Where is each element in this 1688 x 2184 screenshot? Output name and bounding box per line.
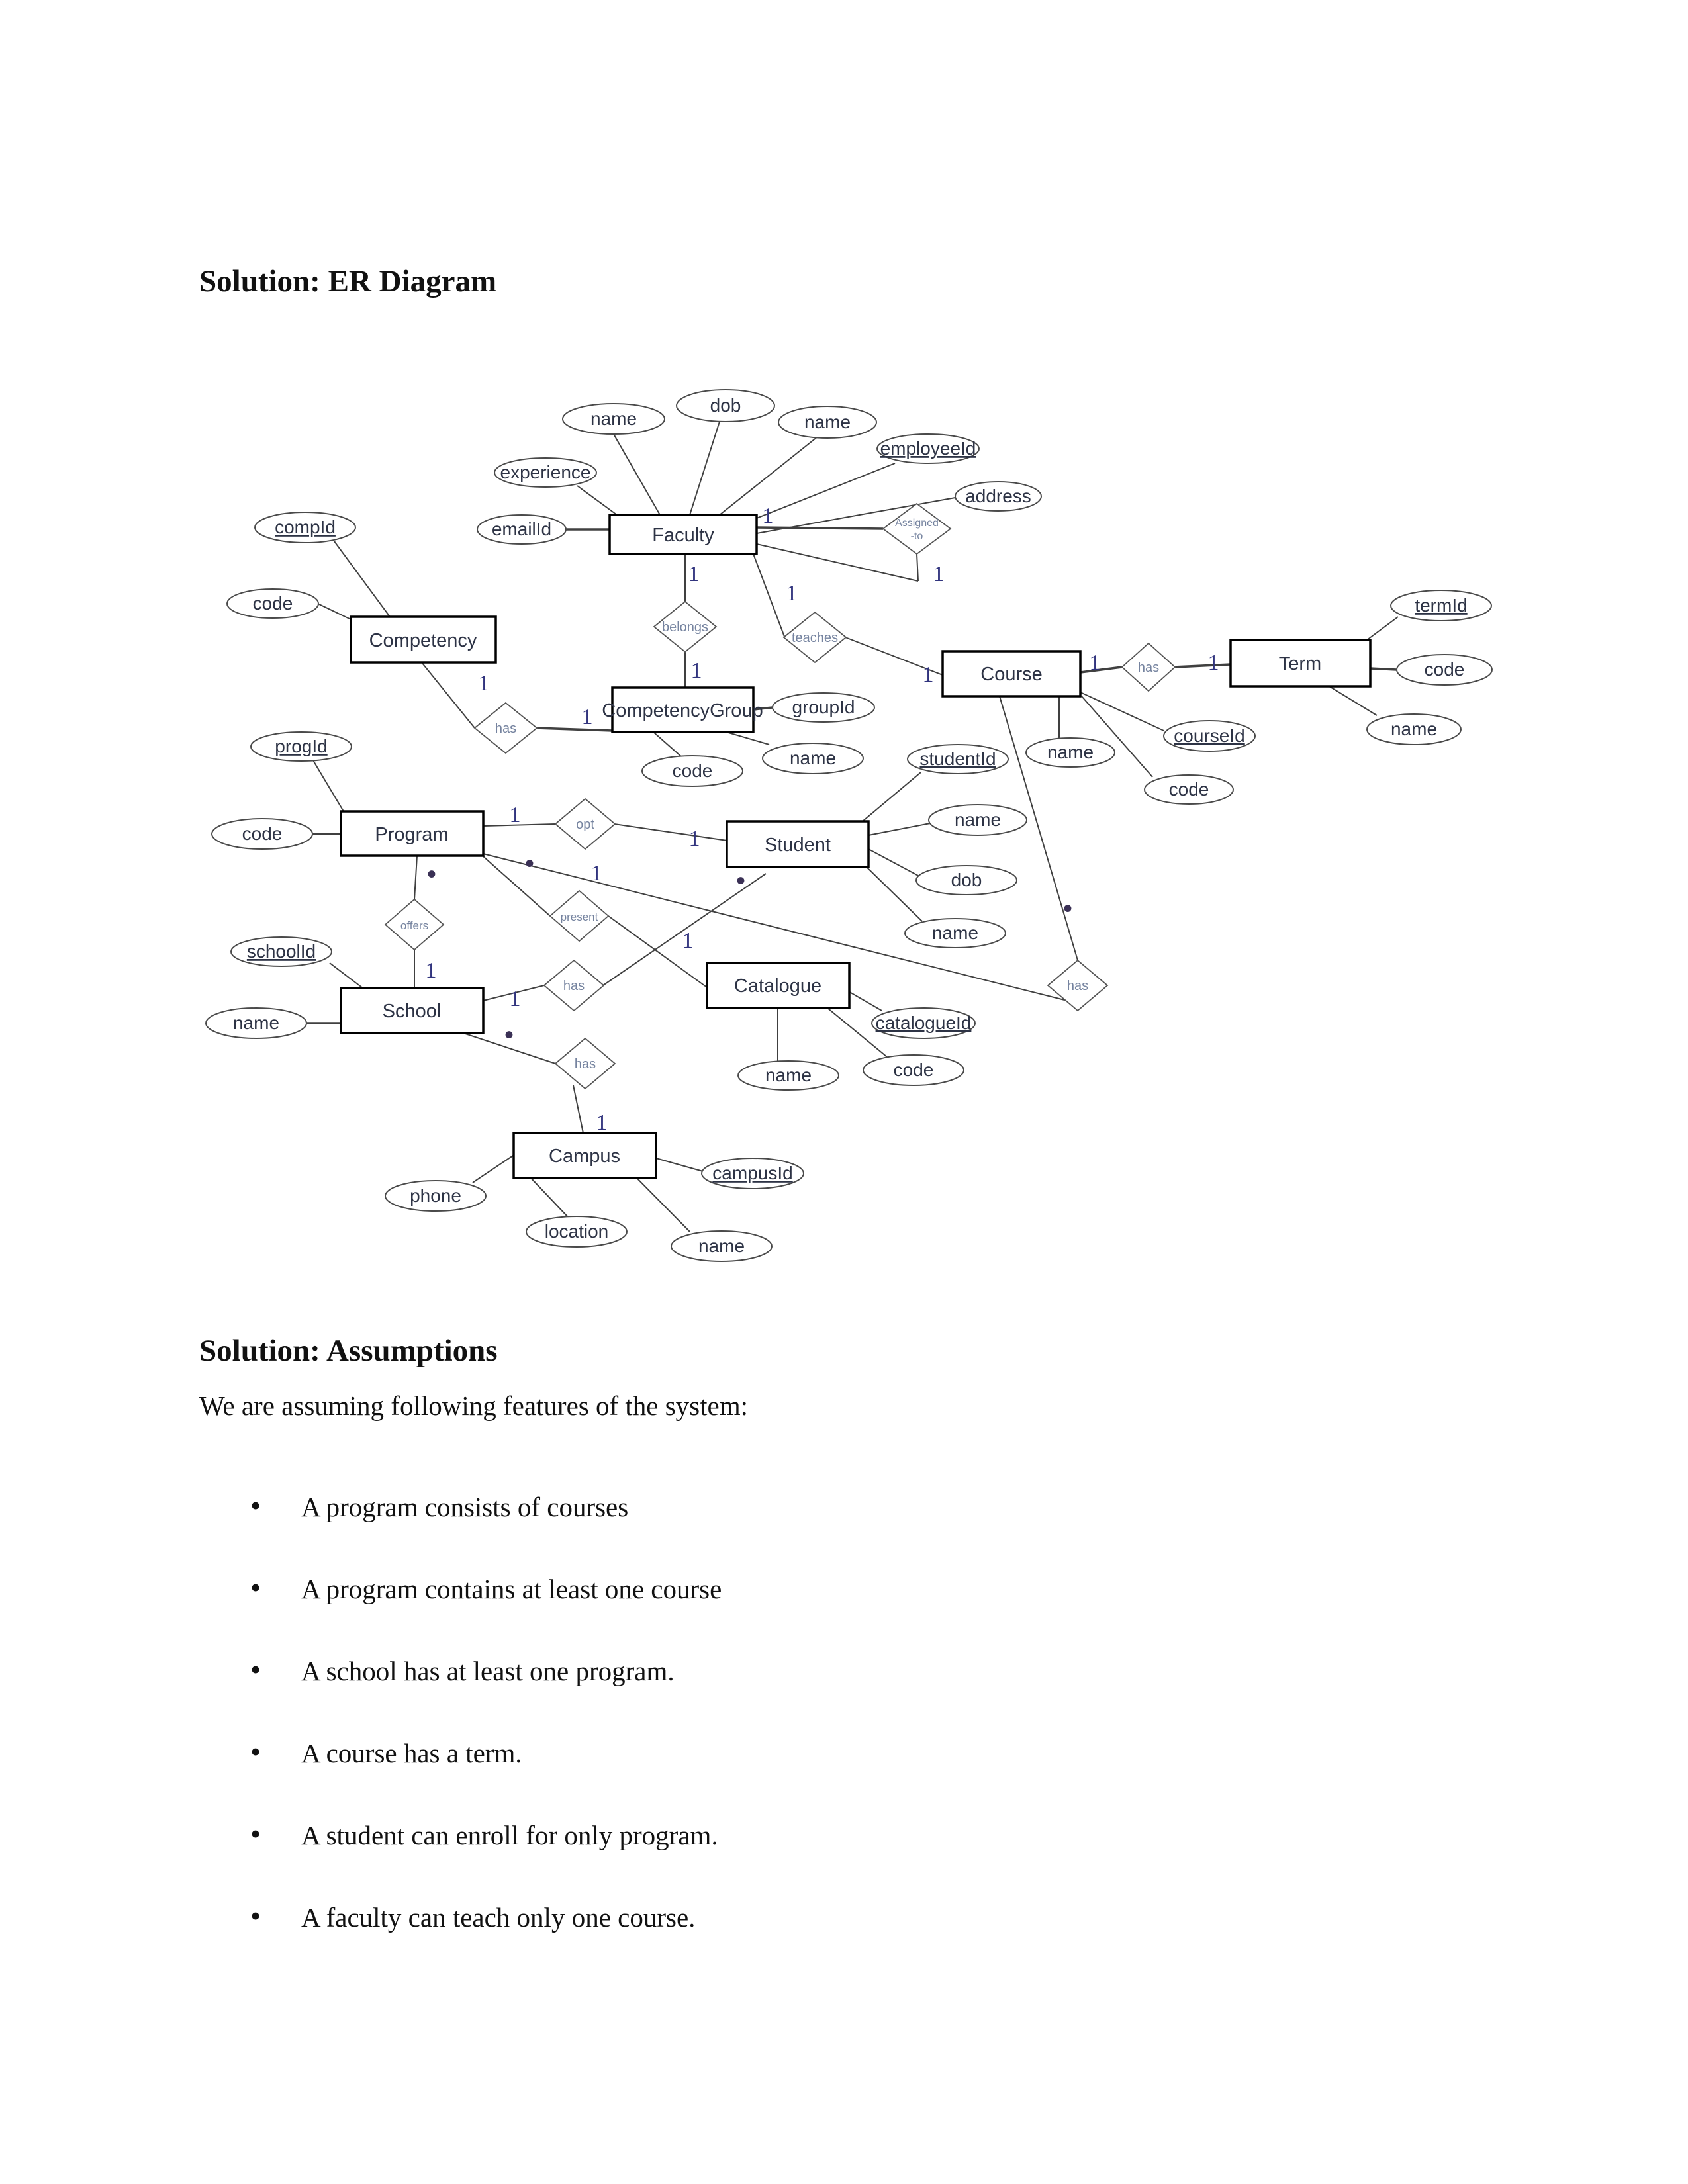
svg-text:Program: Program [375, 824, 449, 845]
svg-text:code: code [242, 823, 283, 844]
er-line [917, 554, 918, 581]
er-line [726, 732, 769, 745]
relationship-has-competency-group [475, 703, 537, 753]
attribute-oval-code-catalogue [863, 1055, 964, 1085]
attribute-oval-phone [385, 1181, 486, 1211]
svg-text:code: code [672, 760, 713, 781]
svg-text:courseId: courseId [1174, 725, 1245, 746]
svg-text:name: name [1047, 742, 1094, 762]
svg-text:name: name [590, 408, 637, 429]
er-line [690, 422, 720, 515]
svg-text:code: code [893, 1060, 934, 1080]
attribute-oval-studentid [908, 745, 1008, 774]
svg-text:code: code [1168, 779, 1209, 799]
er-line [1175, 664, 1231, 667]
svg-text:address: address [965, 486, 1031, 506]
er-line [614, 824, 727, 841]
er-line [531, 1178, 568, 1217]
entity-course [943, 651, 1080, 696]
entity-competency [351, 617, 496, 662]
attribute-oval-termid [1391, 590, 1491, 621]
svg-text:CompetencyGroup: CompetencyGroup [602, 700, 763, 721]
er-line [1329, 686, 1377, 715]
er-line [614, 434, 660, 515]
svg-text:phone: phone [410, 1185, 461, 1206]
attribute-oval-location [526, 1216, 627, 1247]
cardinality-many-dot: • [735, 866, 746, 895]
svg-text:progId: progId [275, 736, 328, 756]
relationship-has-school-student [544, 960, 604, 1011]
cardinality-label: 1 [509, 987, 521, 1011]
cardinality-many-dot: • [426, 860, 437, 889]
cardinality-label: 1 [581, 705, 593, 729]
entity-school [341, 988, 483, 1033]
svg-text:schoolId: schoolId [246, 941, 316, 962]
svg-text:termId: termId [1415, 595, 1468, 615]
svg-text:belongs: belongs [661, 620, 709, 635]
attribute-oval-code-compgroup [642, 756, 743, 786]
attribute-oval-employeeid [877, 434, 979, 463]
er-line [1080, 692, 1164, 731]
svg-text:studentId: studentId [919, 749, 996, 769]
er-line [757, 527, 883, 529]
entity-program [341, 811, 483, 856]
svg-text:emailId: emailId [491, 519, 552, 539]
attribute-oval-name2-faculty [778, 406, 876, 438]
attribute-oval-name-catalogue [738, 1061, 839, 1090]
attribute-oval-name-course [1026, 738, 1115, 767]
cardinality-label: 1 [1089, 651, 1101, 675]
er-line [868, 849, 918, 876]
er-line [330, 963, 363, 988]
attribute-oval-name-compgroup [763, 743, 863, 774]
svg-text:catalogueId: catalogueId [875, 1013, 972, 1033]
svg-text:School: School [382, 1001, 442, 1022]
assumption-item: • A course has a term. [301, 1737, 722, 1770]
svg-text:has: has [1137, 660, 1160, 675]
er-line [653, 732, 682, 757]
svg-text:Term: Term [1278, 653, 1322, 674]
relationship-opt [555, 799, 615, 849]
cardinality-label: 1 [425, 958, 437, 983]
svg-text:name: name [804, 412, 851, 432]
svg-text:has: has [1066, 979, 1089, 993]
assumption-item: • A faculty can teach only one course. [301, 1901, 722, 1934]
assumptions-list [301, 1490, 722, 1983]
er-line [753, 554, 784, 637]
svg-text:name: name [232, 1013, 280, 1033]
er-line [573, 1085, 583, 1133]
cardinality-label: 1 [1207, 651, 1219, 675]
attribute-oval-experience [494, 458, 596, 487]
svg-text:dob: dob [710, 395, 741, 416]
relationship-present [550, 891, 608, 941]
attribute-oval-campusid [702, 1158, 804, 1189]
er-line [318, 604, 351, 619]
svg-text:Campus: Campus [549, 1146, 620, 1167]
svg-text:opt: opt [576, 817, 594, 832]
cardinality-many-dot: • [524, 849, 535, 878]
svg-text:offers: offers [400, 919, 429, 932]
attribute-oval-code-competency [227, 589, 318, 618]
page-title-er-diagram: Solution: ER Diagram [199, 264, 497, 298]
attribute-oval-code-course [1145, 775, 1233, 804]
svg-text:name: name [698, 1236, 745, 1256]
attribute-oval-name-term [1367, 714, 1461, 745]
assumption-item: • A program contains at least one course [301, 1572, 722, 1606]
svg-text:dob: dob [951, 870, 982, 890]
attribute-oval-progid [251, 732, 352, 761]
er-line [334, 541, 390, 617]
svg-text:campusId: campusId [712, 1163, 793, 1183]
page-title-assumptions: Solution: Assumptions [199, 1334, 498, 1368]
svg-text:groupId: groupId [792, 697, 855, 717]
er-line [637, 1178, 690, 1232]
relationship-teaches [784, 612, 846, 662]
er-line [414, 856, 417, 899]
attribute-oval-name-campus [671, 1231, 772, 1261]
attribute-oval-code-program [212, 819, 312, 849]
entity-campus [514, 1133, 656, 1178]
relationship-has-school-campus [555, 1038, 615, 1089]
svg-text:Catalogue: Catalogue [733, 976, 822, 997]
svg-text:present: present [560, 911, 598, 923]
relationship-offers [385, 899, 444, 950]
attribute-oval-name2-student [905, 919, 1006, 948]
cardinality-label: 1 [682, 929, 694, 953]
entity-faculty [610, 515, 757, 554]
attribute-oval-schoolid [231, 937, 332, 966]
svg-text:code: code [1424, 659, 1465, 680]
svg-text:name: name [765, 1065, 812, 1085]
cardinality-label: 1 [596, 1111, 608, 1135]
svg-text:name: name [931, 923, 979, 943]
svg-text:name: name [789, 748, 837, 768]
svg-text:Assigned: Assigned [895, 518, 939, 529]
assumption-item: • A program consists of courses [301, 1490, 722, 1524]
svg-text:Competency: Competency [369, 630, 477, 651]
er-line [656, 1158, 703, 1171]
er-line [422, 662, 475, 728]
er-line [863, 772, 921, 821]
attribute-oval-emailid [477, 515, 566, 544]
svg-text:name: name [954, 809, 1002, 830]
er-line [757, 463, 895, 518]
entity-student [727, 821, 868, 867]
attribute-oval-name-school [206, 1008, 306, 1038]
svg-text:compId: compId [275, 517, 336, 537]
svg-text:Faculty: Faculty [652, 525, 714, 546]
cardinality-label: 1 [762, 504, 774, 528]
attribute-oval-dob-faculty [677, 390, 774, 422]
er-line [313, 760, 344, 811]
er-line [577, 486, 617, 515]
assumption-item: • A student can enroll for only program. [301, 1819, 722, 1852]
svg-text:name: name [1390, 719, 1438, 739]
attribute-oval-name-faculty [563, 404, 665, 434]
entity-competencygroup [602, 688, 763, 732]
svg-text:experience: experience [500, 462, 591, 482]
attribute-oval-courseid [1164, 721, 1255, 751]
attribute-oval-address [955, 482, 1041, 511]
er-line [1080, 667, 1122, 672]
er-line [536, 728, 612, 731]
svg-text:location: location [544, 1221, 609, 1242]
cardinality-label: 1 [478, 671, 490, 696]
er-line [757, 544, 918, 581]
attribute-oval-catalogueid [872, 1008, 975, 1038]
er-line [867, 867, 922, 921]
er-line [483, 856, 550, 916]
cardinality-many-dot: • [504, 1021, 514, 1050]
cardinality-label: 1 [922, 662, 934, 687]
entity-term [1231, 640, 1370, 686]
svg-text:has: has [494, 721, 517, 736]
svg-text:Student: Student [765, 835, 831, 856]
attribute-oval-groupid [773, 693, 874, 722]
relationship-belongs [654, 602, 716, 652]
svg-text:has: has [574, 1057, 596, 1071]
relationship-has-program-course [1048, 960, 1107, 1011]
er-line [473, 1154, 515, 1183]
cardinality-label: 1 [509, 803, 521, 827]
attribute-oval-dob-student [916, 866, 1017, 895]
relationship-assigned-to [883, 504, 951, 554]
attribute-oval-compid [255, 512, 355, 543]
entity-catalogue [707, 963, 849, 1008]
assumption-item: • A school has at least one program. [301, 1655, 722, 1688]
svg-text:Course: Course [980, 664, 1043, 685]
assumptions-intro: We are assuming following features of the system: [199, 1390, 749, 1421]
er-line [868, 823, 930, 835]
er-line [847, 991, 882, 1011]
er-line [1370, 668, 1397, 670]
svg-text:employeeId: employeeId [880, 438, 976, 459]
svg-text:code: code [252, 593, 293, 614]
cardinality-label: 1 [933, 562, 945, 586]
cardinality-label: 1 [688, 827, 700, 851]
entity-boxes [341, 515, 1370, 1178]
cardinality-label: 1 [688, 562, 700, 586]
cardinality-label: 1 [786, 581, 798, 606]
cardinality-many-dot: • [1062, 894, 1073, 923]
svg-text:teaches: teaches [791, 631, 839, 645]
svg-text:has: has [563, 979, 585, 993]
attribute-oval-code-term [1397, 655, 1492, 685]
attribute-oval-name-student [929, 805, 1027, 835]
er-line [1367, 617, 1398, 640]
cardinality-label: 1 [590, 861, 602, 886]
svg-text:-to: -to [910, 531, 923, 542]
cardinality-labels [426, 504, 1219, 1135]
cardinality-label: 1 [690, 659, 702, 683]
relationship-has-course-term [1122, 643, 1175, 691]
